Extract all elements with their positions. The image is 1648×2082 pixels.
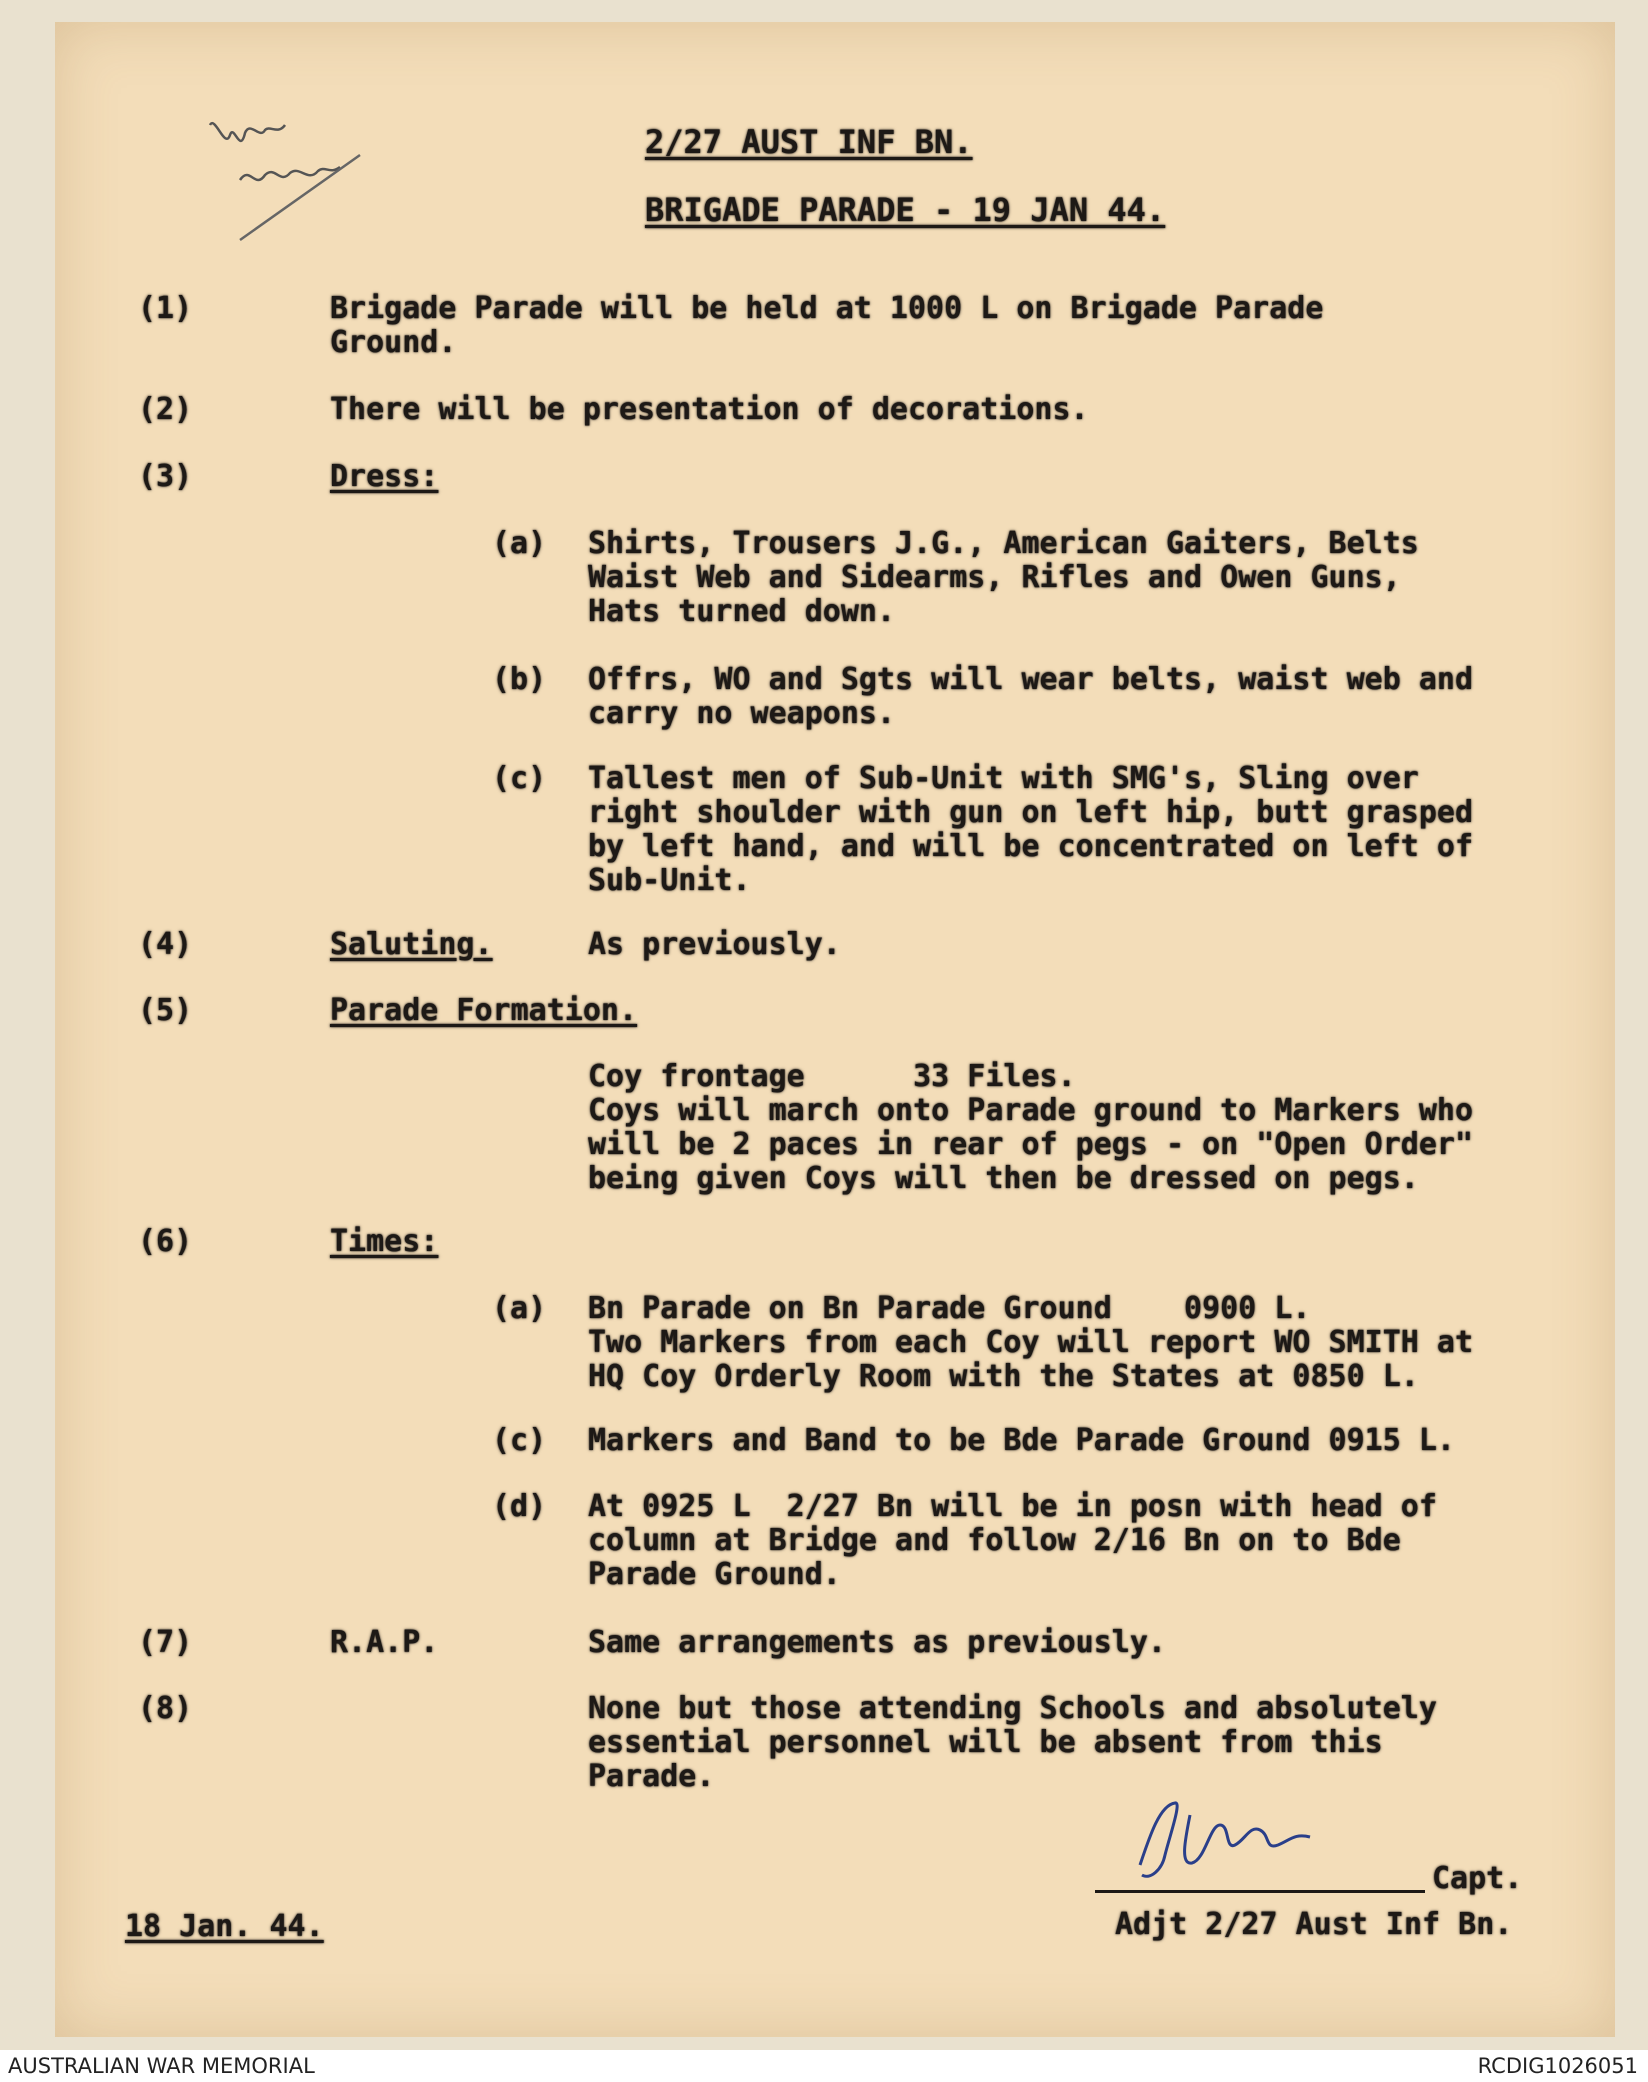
subitem-letter: (c): [492, 1423, 547, 1458]
item-number: (5): [138, 993, 193, 1028]
signature-rank: Capt.: [1432, 1861, 1523, 1896]
item-text: As previously.: [588, 927, 841, 962]
item-heading: Saluting.: [330, 927, 493, 962]
subitem-letter: (b): [492, 662, 547, 697]
item-heading: Times:: [330, 1224, 439, 1259]
subitem-letter: (a): [492, 526, 547, 561]
document-subtitle: BRIGADE PARADE - 19 JAN 44.: [645, 191, 1166, 229]
document-date: 18 Jan. 44.: [125, 1909, 324, 1944]
item-text: None but those attending Schools and absolutely essential personnel will be absent from this Parade.: [588, 1691, 1437, 1794]
signature-line: [1095, 1890, 1425, 1893]
subitem-letter: (d): [492, 1489, 547, 1524]
item-number: (6): [138, 1224, 193, 1259]
subitem-text: Bn Parade on Bn Parade Ground 0900 L. Two Markers from each Coy will report WO SMITH at HQ Coy Orderly Room with the States at 0850 L.: [588, 1291, 1474, 1394]
footer-right: RCDIG1026051: [1477, 2054, 1638, 2078]
item-number: (7): [138, 1625, 193, 1660]
signature-mark: [1120, 1795, 1380, 1885]
item-text: Same arrangements as previously.: [588, 1625, 1166, 1660]
item-number: (1): [138, 291, 193, 326]
item-number: (2): [138, 392, 193, 427]
handwritten-note: [190, 95, 390, 245]
item-number: (3): [138, 459, 193, 494]
footer-left: AUSTRALIAN WAR MEMORIAL: [8, 2054, 315, 2078]
item-heading: Dress:: [330, 459, 439, 494]
subitem-text: Shirts, Trousers J.G., American Gaiters, Belts Waist Web and Sidearms, Rifles and Owen Guns, Hats turned down.: [588, 526, 1419, 629]
subitem-text: Tallest men of Sub-Unit with SMG's, Sling over right shoulder with gun on left hip, butt grasped by left hand, and will be concentrated on left of Sub-Unit.: [588, 761, 1474, 898]
item-heading: R.A.P.: [330, 1625, 439, 1660]
signature-position: Adjt 2/27 Aust Inf Bn.: [1115, 1907, 1513, 1942]
subitem-text: Offrs, WO and Sgts will wear belts, waist web and carry no weapons.: [588, 662, 1474, 731]
item-number: (4): [138, 927, 193, 962]
subitem-text: At 0925 L 2/27 Bn will be in posn with head of column at Bridge and follow 2/16 Bn on to Bde Parade Ground.: [588, 1489, 1437, 1592]
item-text: There will be presentation of decorations.: [330, 392, 1089, 427]
formation-text: Coy frontage 33 Files. Coys will march onto Parade ground to Markers who will be 2 paces in rear of pegs - on "Open Order" being given Coys will then be dressed on pegs.: [588, 1059, 1474, 1196]
subitem-letter: (a): [492, 1291, 547, 1326]
subitem-text: Markers and Band to be Bde Parade Ground 0915 L.: [588, 1423, 1455, 1458]
document-title: 2/27 AUST INF BN.: [645, 123, 973, 161]
subitem-letter: (c): [492, 761, 547, 796]
item-number: (8): [138, 1691, 193, 1726]
item-heading: Parade Formation.: [330, 993, 638, 1028]
item-text: Brigade Parade will be held at 1000 L on Brigade Parade Ground.: [330, 291, 1324, 360]
